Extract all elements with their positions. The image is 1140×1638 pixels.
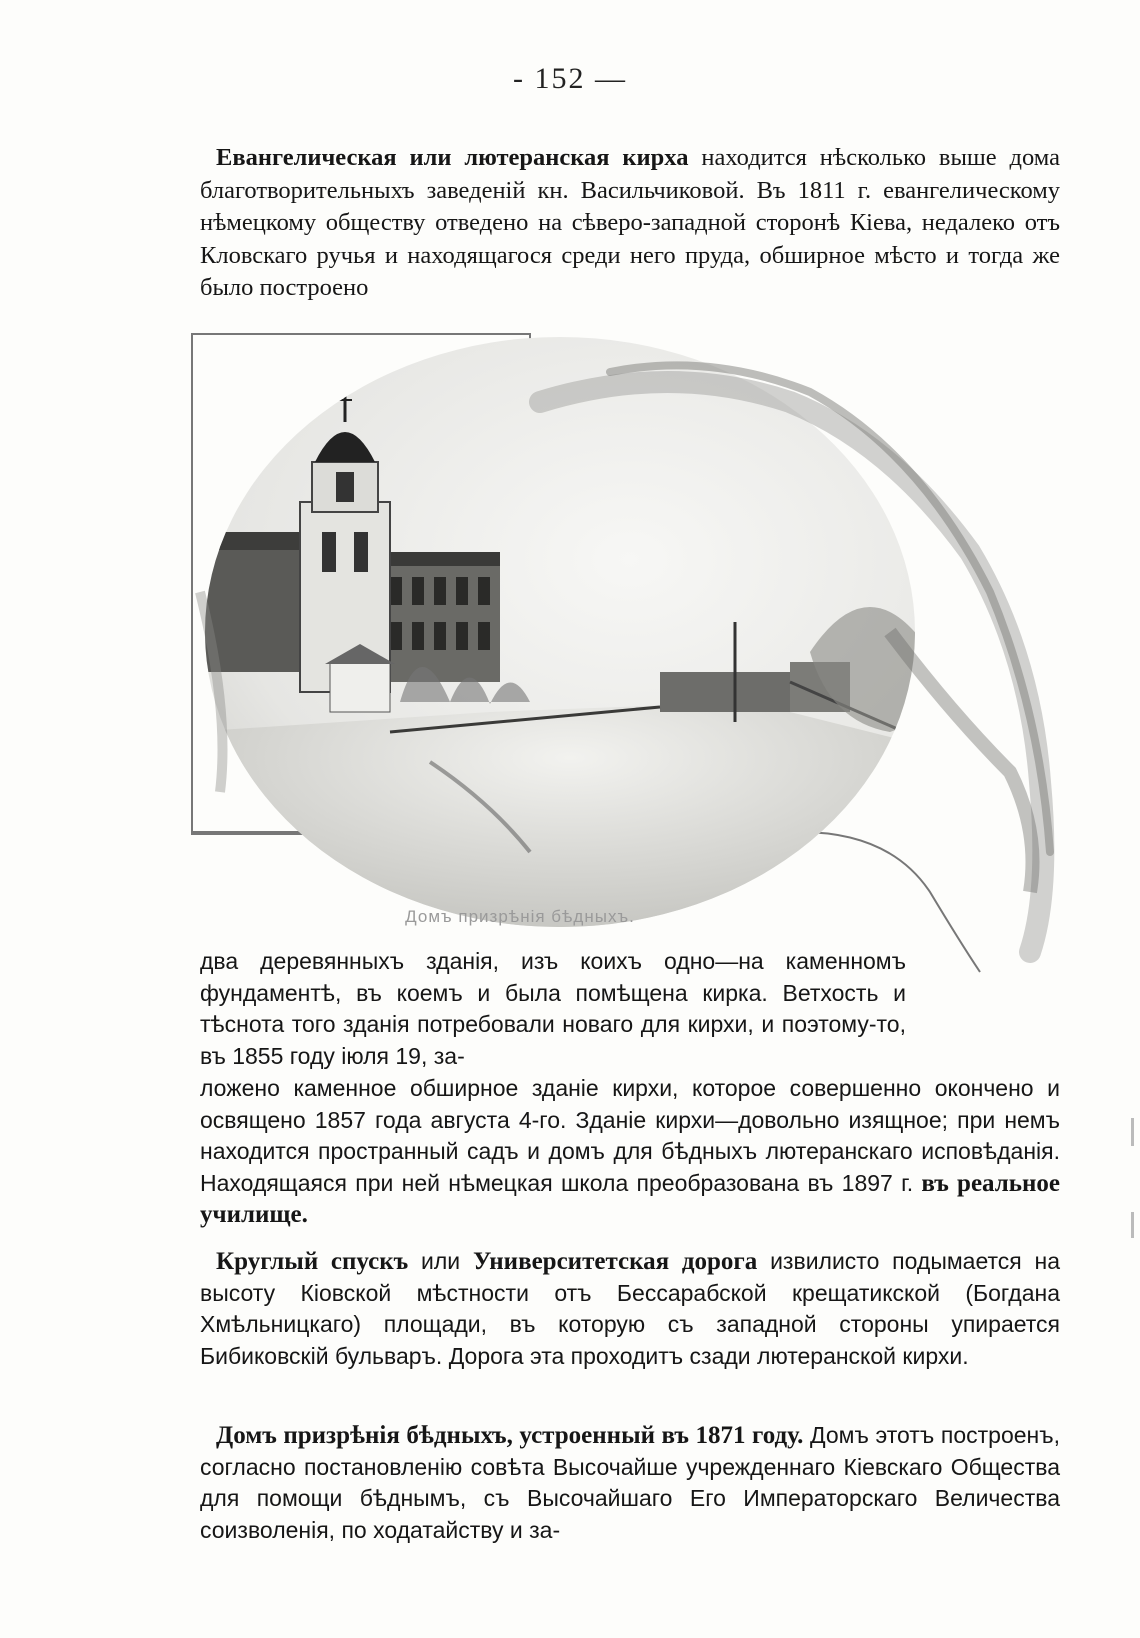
scan-margin-mark (1131, 1212, 1134, 1238)
paragraph-wrapped-text: два деревянныхъ зданія, изъ коихъ одно—на каменномъ фундаментѣ, въ коемъ и была помѣщена кирка. Ветхость и тѣснота того зданія потребовали новаго для кирхи, и поэтому-то, въ 1855 году іюля 19, за- (200, 948, 906, 1069)
heading-connector: или (421, 1248, 461, 1274)
paragraph-lutheran-church (200, 142, 1060, 305)
paragraph-almshouse (200, 1420, 1060, 1546)
illustration-caption: Домъ призрѣнія бѣдныхъ. (405, 907, 635, 926)
paragraph-text: находится нѣсколько выше дома благотворительныхъ заведеній кн. Васильчиковой. Въ 1811 г. евангелическому нѣмецкому обществу отведено на сѣверо-западной сторонѣ Кіева, недалеко отъ Кловскаго ручья и находящагося среди него пруда, обширное мѣсто и тогда же было построено (200, 144, 1060, 301)
paragraph-church-construction (200, 1073, 1060, 1231)
paragraph-text: извилисто подымается на высоту Кіовской мѣстности отъ Бессарабской крещатикской (Богдана Хмѣльницкаго) площади, въ которую съ западной стороны упирается Бибиковскій бульваръ. Дорога эта проходитъ сзади лютеранской кирхи. (200, 1248, 1061, 1369)
section-heading-lutheran-church: Евангелическая или лютеранская кирха (216, 144, 689, 171)
section-heading-round-descent: Круглый спускъ (216, 1248, 409, 1275)
paragraph-round-descent (200, 1246, 1060, 1372)
paragraph-text: ложено каменное обширное зданіе кирхи, которое совершенно окончено и освящено 1857 года августа 4-го. Зданіе кирхи—довольно изящное; при немъ находится пространный садъ и домъ для бѣдныхъ лютеранскаго исповѣданія. Находящаяся при ней нѣмецкая школа преобразована въ 1897 г. (200, 1075, 1060, 1196)
section-heading-almshouse: Домъ призрѣнія бѣдныхъ, устроенный въ 1871 году. (216, 1422, 804, 1449)
paragraph-text: Домъ этотъ построенъ, согласно постановленію совѣта Высочайше учрежденнаго Кіевскаго Общества для помощи бѣднымъ, съ Высочайшаго Его Императорскаго Величества соизволенія, по ходатайству и за- (200, 1422, 1060, 1543)
emphasis-real-school: въ реальное училище. (200, 1169, 1061, 1228)
section-heading-university-road: Университетская дорога (472, 1248, 758, 1275)
scan-margin-mark (1131, 1118, 1134, 1146)
almshouse-illustration (190, 332, 1070, 982)
page-number: - 152 — (513, 62, 627, 95)
